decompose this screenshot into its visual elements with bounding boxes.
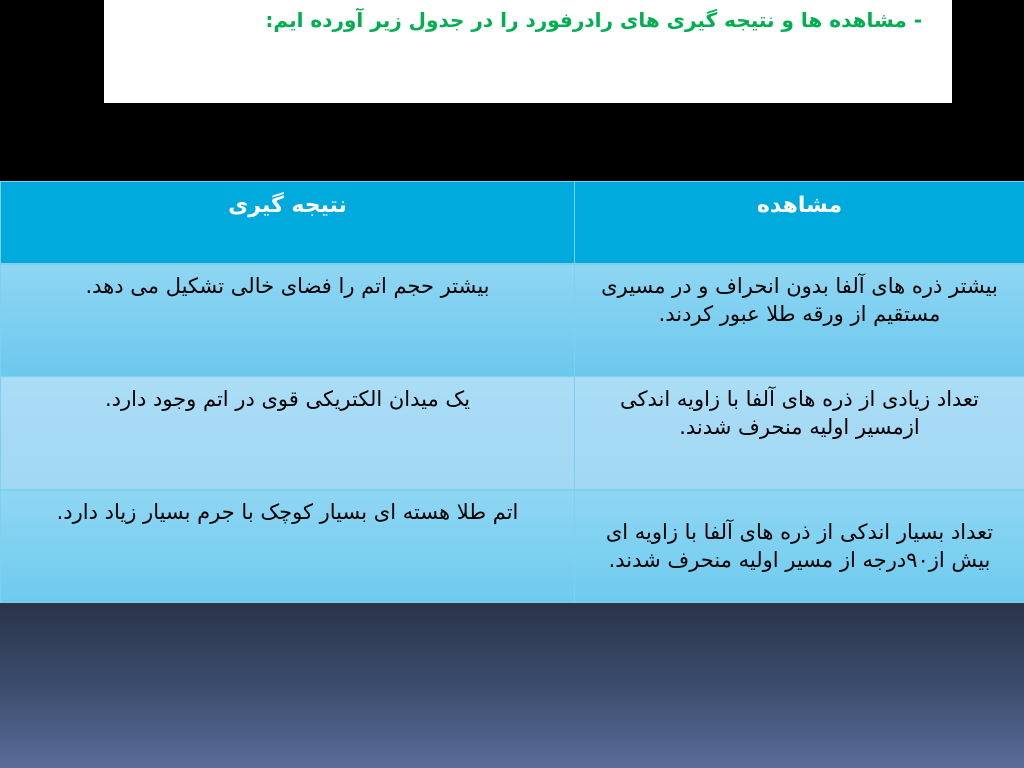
table-header-row bbox=[1, 182, 1024, 264]
table-row bbox=[1, 377, 1024, 490]
conclusion-cell: یک میدان الکتریکی قوی در اتم وجود دارد. bbox=[1, 377, 575, 490]
conclusion-cell: اتم طلا هسته ای بسیار کوچک با جرم بسیار زیاد دارد. bbox=[1, 490, 575, 603]
header-observation: مشاهده bbox=[575, 182, 1024, 264]
slide-title: - مشاهده ها و نتیجه گیری های رادرفورد را در جدول زیر آورده ایم: bbox=[265, 8, 922, 32]
title-box bbox=[104, 0, 952, 103]
header-conclusion: نتیجه گیری bbox=[1, 182, 575, 264]
conclusion-cell: بیشتر حجم اتم را فضای خالی تشکیل می دهد. bbox=[1, 264, 575, 377]
observation-cell: تعداد بسیار اندکی از ذره های آلفا با زاویه ای بیش از۹۰درجه از مسیر اولیه منحرف شدند. bbox=[575, 490, 1024, 603]
observation-cell: تعداد زیادی از ذره های آلفا با زاویه اندکی ازمسیر اولیه منحرف شدند. bbox=[575, 377, 1024, 490]
table-row bbox=[1, 264, 1024, 377]
observation-cell: بیشتر ذره های آلفا بدون انحراف و در مسیری مستقیم از ورقه طلا عبور کردند. bbox=[575, 264, 1024, 377]
observations-table bbox=[0, 181, 1024, 603]
table-row bbox=[1, 490, 1024, 603]
